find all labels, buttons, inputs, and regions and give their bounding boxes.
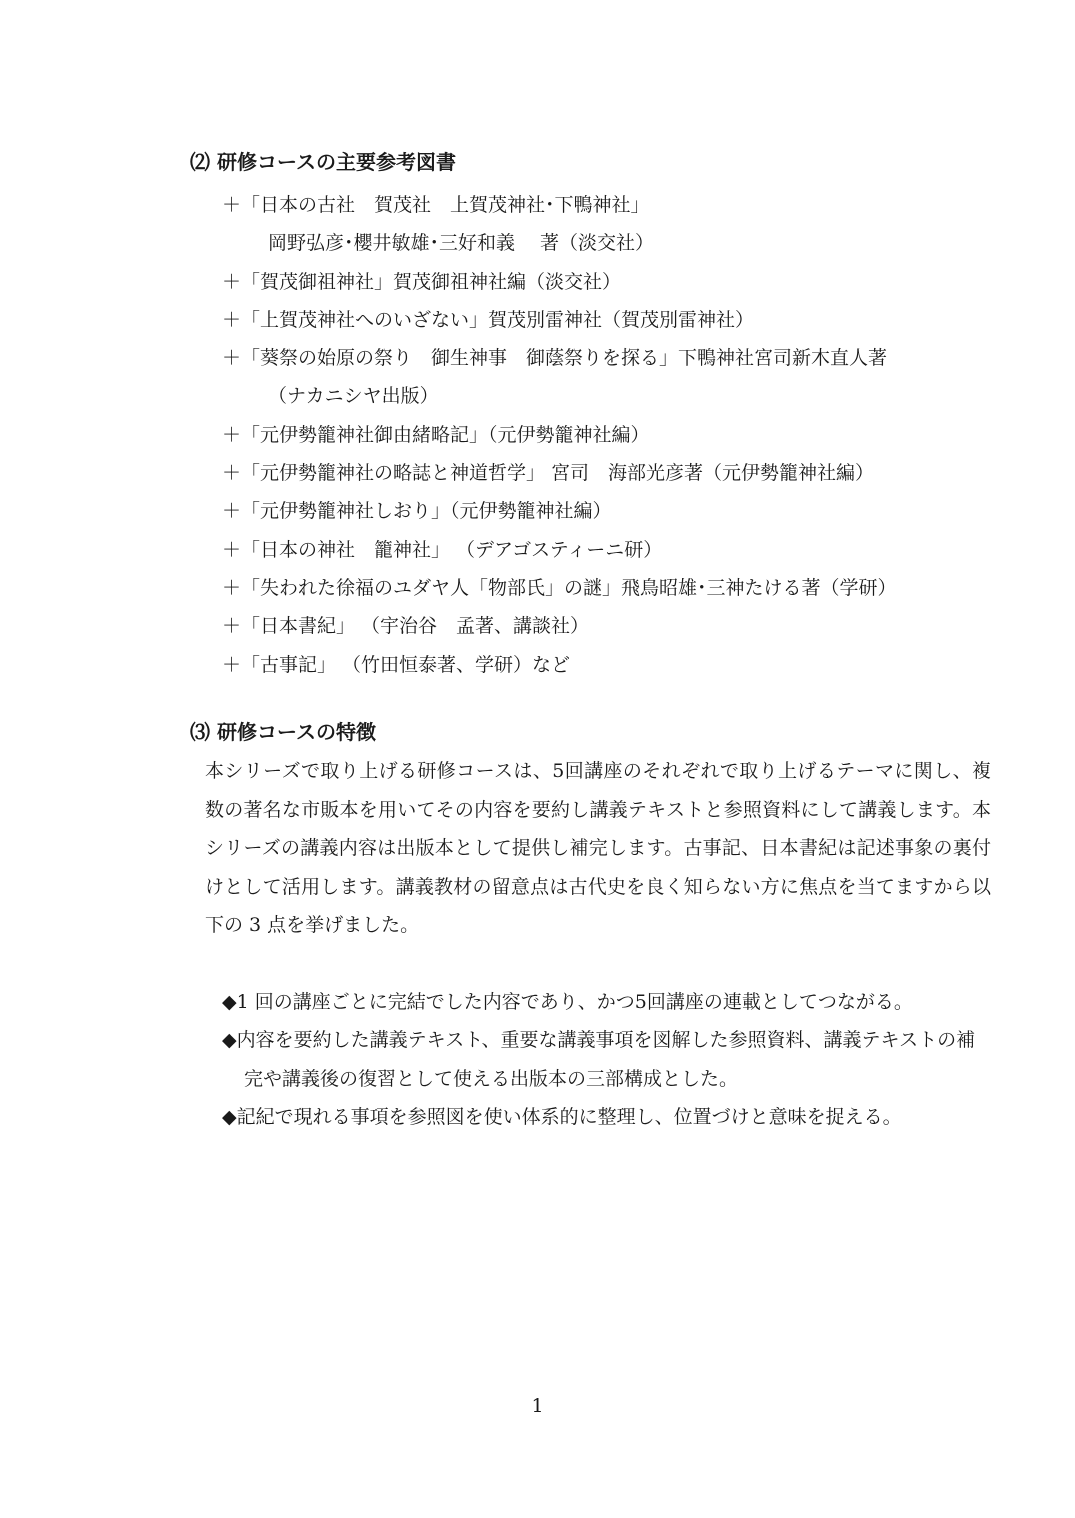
page-number: 1 (531, 1395, 544, 1417)
reference-item: ＋「元伊勢籠神社の略誌と神道哲学」 宮司 海部光彦著（元伊勢籠神社編） (222, 462, 875, 485)
reference-item: ＋「日本書紀」 （宇治谷 孟著、講談社） (222, 615, 590, 638)
reference-item: ＋「日本の神社 籠神社」 （デアゴスティーニ研） (222, 538, 663, 561)
reference-book-list (222, 186, 1002, 684)
section-3-heading: ⑶ 研修コースの特徴 (190, 720, 376, 744)
reference-item: ＋「日本の古社 賀茂社 上賀茂神社･下鴨神社」 (222, 194, 650, 216)
feature-item: ◆記紀で現れる事項を参照図を使い体系的に整理し、位置づけと意味を捉える。 (222, 1105, 902, 1128)
reference-item-continuation: （ナカニシヤ出版） (268, 385, 439, 408)
reference-item: ＋「元伊勢籠神社御由緒略記」（元伊勢籠神社編） (222, 423, 650, 446)
reference-item: ＋「上賀茂神社へのいざない」賀茂別雷神社（賀茂別雷神社） (222, 308, 755, 331)
section-2-heading: ⑵ 研修コースの主要参考図書 (190, 150, 456, 174)
reference-item: ＋「古事記」 （竹田恒泰著、学研）など (222, 653, 571, 676)
reference-item: ＋「賀茂御祖神社」賀茂御祖神社編（淡交社） (222, 270, 622, 293)
course-features-list (222, 983, 992, 1136)
reference-item: ＋「元伊勢籠神社しおり」（元伊勢籠神社編） (222, 500, 612, 523)
feature-item: ◆内容を要約した講義テキスト、重要な講義事項を図解した参照資料、講義テキストの補完や講義後の復習として使える出版本の三部構成とした。 (222, 1029, 976, 1090)
reference-item-continuation: 岡野弘彦･櫻井敏雄･三好和義 著（淡交社） (268, 232, 655, 255)
reference-item: ＋「失われた徐福のユダヤ人「物部氏」の謎」飛鳥昭雄･三神たける著（学研） (222, 576, 897, 599)
feature-item: ◆1 回の講座ごとに完結でした内容であり、かつ5回講座の連載としてつながる。 (222, 991, 913, 1013)
reference-item: ＋「葵祭の始原の祭り 御生神事 御蔭祭りを探る」下鴨神社宮司新木直人著 (222, 347, 888, 370)
course-features-paragraph: 本シリーズで取り上げる研修コースは、5回講座のそれぞれで取り上げるテーマに関し、複数の著名な市販本を用いてその内容を要約し講義テキストと参照資料にして講義します。本シリーズの講義内容は出版本として提供し補完します。古事記、日本書紀は記述事象の裏付けとして活用します。講義教材の留意点は古代史を良く知らない方に焦点を当てますから以下の 3 点を挙げました。 (205, 760, 991, 936)
